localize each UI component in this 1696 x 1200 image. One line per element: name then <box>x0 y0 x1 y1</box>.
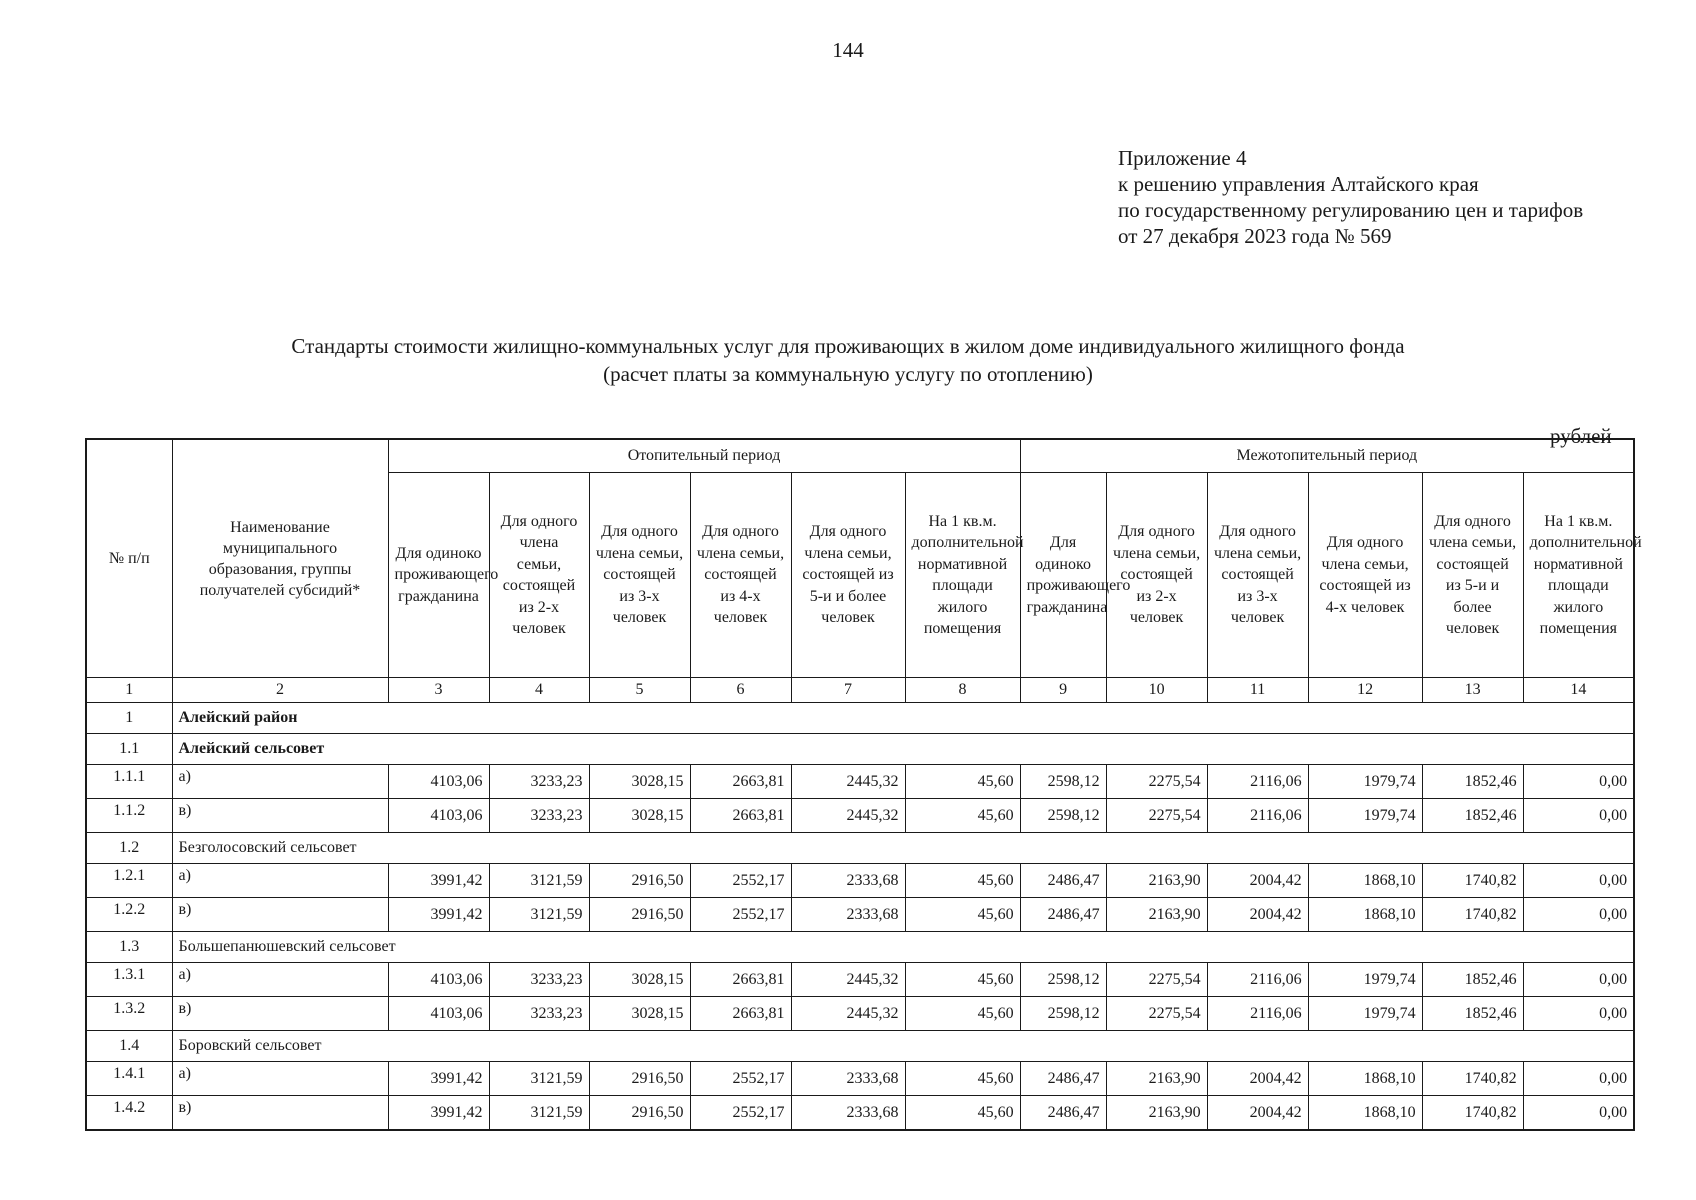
value-cell: 3121,59 <box>489 864 589 898</box>
value-cell: 0,00 <box>1523 1062 1634 1096</box>
value-cell: 2163,90 <box>1106 898 1207 932</box>
col-header: На 1 кв.м. дополнительной нормативной площади жилого помещения <box>1523 473 1634 678</box>
value-cell: 3233,23 <box>489 799 589 833</box>
table-row <box>86 1062 1634 1096</box>
value-cell: 1868,10 <box>1308 1062 1422 1096</box>
col-header: Для одного члена семьи, состоящей из 3-х человек <box>589 473 690 678</box>
value-cell: 1979,74 <box>1308 799 1422 833</box>
value-cell: 2598,12 <box>1020 765 1106 799</box>
value-cell: 1852,46 <box>1422 799 1523 833</box>
table-row <box>86 864 1634 898</box>
value-cell: 2116,06 <box>1207 963 1308 997</box>
value-cell: 2916,50 <box>589 864 690 898</box>
value-cell: 2916,50 <box>589 1062 690 1096</box>
col-number: 7 <box>791 678 905 703</box>
col-number: 11 <box>1207 678 1308 703</box>
value-cell: 3991,42 <box>388 1096 489 1131</box>
value-cell: 1852,46 <box>1422 765 1523 799</box>
value-cell: 2486,47 <box>1020 1062 1106 1096</box>
col-header: На 1 кв.м. дополнительной нормативной площади жилого помещения <box>905 473 1020 678</box>
appendix-line: от 27 декабря 2023 года № 569 <box>1118 224 1392 248</box>
value-cell: 2916,50 <box>589 898 690 932</box>
value-cell: 2163,90 <box>1106 1096 1207 1131</box>
table-body <box>86 703 1634 1131</box>
appendix-block <box>1118 145 1583 249</box>
row-number: 1.1.2 <box>86 799 172 833</box>
group-label: а) <box>172 1062 388 1096</box>
col-header: Для одного члена семьи, состоящей из 5-и и более человек <box>791 473 905 678</box>
table-row <box>86 765 1634 799</box>
subsection-row <box>86 833 1634 864</box>
value-cell: 2275,54 <box>1106 963 1207 997</box>
value-cell: 1979,74 <box>1308 997 1422 1031</box>
value-cell: 0,00 <box>1523 765 1634 799</box>
value-cell: 1740,82 <box>1422 1096 1523 1131</box>
col-number: 14 <box>1523 678 1634 703</box>
value-cell: 2004,42 <box>1207 1062 1308 1096</box>
value-cell: 3121,59 <box>489 898 589 932</box>
value-cell: 1979,74 <box>1308 963 1422 997</box>
value-cell: 1868,10 <box>1308 864 1422 898</box>
col-header: Для одного члена семьи, состоящей из 3-х человек <box>1207 473 1308 678</box>
value-cell: 2598,12 <box>1020 799 1106 833</box>
col-header: Для одиноко проживающего гражданина <box>1020 473 1106 678</box>
col-number: 10 <box>1106 678 1207 703</box>
col-number: 6 <box>690 678 791 703</box>
section-row <box>86 703 1634 734</box>
column-number-row <box>86 678 1634 703</box>
value-cell: 0,00 <box>1523 997 1634 1031</box>
council-name: Боровский сельсовет <box>172 1031 1634 1062</box>
row-number: 1 <box>86 703 172 734</box>
row-number: 1.3.2 <box>86 997 172 1031</box>
value-cell: 3991,42 <box>388 864 489 898</box>
col-header: Для одного члена семьи, состоящей из 5-и и более человек <box>1422 473 1523 678</box>
council-name: Алейский сельсовет <box>172 734 1634 765</box>
value-cell: 2004,42 <box>1207 898 1308 932</box>
value-cell: 2552,17 <box>690 898 791 932</box>
value-cell: 45,60 <box>905 765 1020 799</box>
table-row <box>86 963 1634 997</box>
value-cell: 1979,74 <box>1308 765 1422 799</box>
row-number: 1.2.1 <box>86 864 172 898</box>
appendix-line: к решению управления Алтайского края <box>1118 172 1479 196</box>
value-cell: 2004,42 <box>1207 1096 1308 1131</box>
value-cell: 2663,81 <box>690 765 791 799</box>
value-cell: 2445,32 <box>791 997 905 1031</box>
table-head <box>86 439 1642 703</box>
value-cell: 2275,54 <box>1106 799 1207 833</box>
row-number: 1.2 <box>86 833 172 864</box>
table-row <box>86 997 1634 1031</box>
group-header-nonheating: Межотопительный период <box>1020 439 1634 473</box>
row-number: 1.2.2 <box>86 898 172 932</box>
value-cell: 0,00 <box>1523 799 1634 833</box>
value-cell: 2163,90 <box>1106 864 1207 898</box>
table-row <box>86 1096 1634 1131</box>
value-cell: 2275,54 <box>1106 765 1207 799</box>
row-number: 1.4 <box>86 1031 172 1062</box>
col-header: Для одного члена семьи, состоящей из 2-х человек <box>1106 473 1207 678</box>
value-cell: 45,60 <box>905 997 1020 1031</box>
value-cell: 3991,42 <box>388 898 489 932</box>
value-cell: 2486,47 <box>1020 1096 1106 1131</box>
group-label: а) <box>172 765 388 799</box>
group-header-heating: Отопительный период <box>388 439 1020 473</box>
value-cell: 2116,06 <box>1207 799 1308 833</box>
value-cell: 2116,06 <box>1207 765 1308 799</box>
value-cell: 2333,68 <box>791 898 905 932</box>
value-cell: 2116,06 <box>1207 997 1308 1031</box>
row-number: 1.4.1 <box>86 1062 172 1096</box>
col-number: 5 <box>589 678 690 703</box>
value-cell: 2333,68 <box>791 864 905 898</box>
group-label: а) <box>172 864 388 898</box>
value-cell: 4103,06 <box>388 799 489 833</box>
col-header: Для одного члена семьи, состоящей из 4-х человек <box>690 473 791 678</box>
value-cell: 0,00 <box>1523 898 1634 932</box>
value-cell: 3233,23 <box>489 765 589 799</box>
value-cell: 2333,68 <box>791 1062 905 1096</box>
value-cell: 45,60 <box>905 1062 1020 1096</box>
title-line-1: Стандарты стоимости жилищно-коммунальных услуг для проживающих в жилом доме индивидуального жилищного фонда <box>291 334 1405 358</box>
value-cell: 2552,17 <box>690 1096 791 1131</box>
table-row <box>86 799 1634 833</box>
value-cell: 1740,82 <box>1422 1062 1523 1096</box>
value-cell: 3233,23 <box>489 997 589 1031</box>
col-header-name: Наименование муниципального образования, группы получателей субсидий* <box>172 439 388 678</box>
value-cell: 2598,12 <box>1020 997 1106 1031</box>
value-cell: 2004,42 <box>1207 864 1308 898</box>
value-cell: 45,60 <box>905 799 1020 833</box>
page-number: 144 <box>832 38 864 62</box>
value-cell: 1868,10 <box>1308 898 1422 932</box>
value-cell: 3121,59 <box>489 1062 589 1096</box>
council-name: Большепанюшевский сельсовет <box>172 932 1634 963</box>
value-cell: 3028,15 <box>589 799 690 833</box>
value-cell: 4103,06 <box>388 963 489 997</box>
tariff-table <box>85 438 1642 1131</box>
value-cell: 2486,47 <box>1020 898 1106 932</box>
row-number: 1.4.2 <box>86 1096 172 1131</box>
subsection-row <box>86 734 1634 765</box>
row-number: 1.3.1 <box>86 963 172 997</box>
value-cell: 2275,54 <box>1106 997 1207 1031</box>
row-number: 1.3 <box>86 932 172 963</box>
value-cell: 1740,82 <box>1422 898 1523 932</box>
col-number: 4 <box>489 678 589 703</box>
col-number: 8 <box>905 678 1020 703</box>
col-header: Для одиноко проживающего гражданина <box>388 473 489 678</box>
group-label: в) <box>172 997 388 1031</box>
value-cell: 2916,50 <box>589 1096 690 1131</box>
value-cell: 2333,68 <box>791 1096 905 1131</box>
value-cell: 4103,06 <box>388 997 489 1031</box>
value-cell: 2445,32 <box>791 765 905 799</box>
col-number: 3 <box>388 678 489 703</box>
value-cell: 1868,10 <box>1308 1096 1422 1131</box>
district-name: Алейский район <box>172 703 1634 734</box>
group-label: в) <box>172 898 388 932</box>
value-cell: 3028,15 <box>589 963 690 997</box>
council-name: Безголосовский сельсовет <box>172 833 1634 864</box>
value-cell: 2663,81 <box>690 963 791 997</box>
group-label: в) <box>172 799 388 833</box>
value-cell: 2552,17 <box>690 1062 791 1096</box>
col-number: 1 <box>86 678 172 703</box>
col-number: 12 <box>1308 678 1422 703</box>
value-cell: 0,00 <box>1523 963 1634 997</box>
value-cell: 3991,42 <box>388 1062 489 1096</box>
value-cell: 45,60 <box>905 963 1020 997</box>
subsection-row <box>86 1031 1634 1062</box>
col-number: 13 <box>1422 678 1523 703</box>
value-cell: 3233,23 <box>489 963 589 997</box>
units-label: рублей <box>1550 424 1612 448</box>
col-header: Для одного члена семьи, состоящей из 2-х человек <box>489 473 589 678</box>
row-number: 1.1.1 <box>86 765 172 799</box>
value-cell: 0,00 <box>1523 1096 1634 1131</box>
col-header-num: № п/п <box>86 439 172 678</box>
table-row <box>86 898 1634 932</box>
appendix-line: Приложение 4 <box>1118 146 1247 170</box>
value-cell: 4103,06 <box>388 765 489 799</box>
value-cell: 1740,82 <box>1422 864 1523 898</box>
title-line-2: (расчет платы за коммунальную услугу по отоплению) <box>603 362 1093 386</box>
col-number: 2 <box>172 678 388 703</box>
value-cell: 45,60 <box>905 898 1020 932</box>
value-cell: 2445,32 <box>791 963 905 997</box>
value-cell: 2663,81 <box>690 997 791 1031</box>
row-number: 1.1 <box>86 734 172 765</box>
value-cell: 2445,32 <box>791 799 905 833</box>
value-cell: 2598,12 <box>1020 963 1106 997</box>
subsection-row <box>86 932 1634 963</box>
value-cell: 0,00 <box>1523 864 1634 898</box>
document-title <box>0 332 1696 388</box>
appendix-line: по государственному регулированию цен и тарифов <box>1118 198 1584 222</box>
value-cell: 2163,90 <box>1106 1062 1207 1096</box>
value-cell: 45,60 <box>905 864 1020 898</box>
value-cell: 2486,47 <box>1020 864 1106 898</box>
value-cell: 3028,15 <box>589 997 690 1031</box>
value-cell: 2552,17 <box>690 864 791 898</box>
value-cell: 3028,15 <box>589 765 690 799</box>
value-cell: 1852,46 <box>1422 963 1523 997</box>
value-cell: 1852,46 <box>1422 997 1523 1031</box>
value-cell: 3121,59 <box>489 1096 589 1131</box>
value-cell: 45,60 <box>905 1096 1020 1131</box>
col-number: 9 <box>1020 678 1106 703</box>
group-label: в) <box>172 1096 388 1131</box>
value-cell: 2663,81 <box>690 799 791 833</box>
col-header: Для одного члена семьи, состоящей из 4-х человек <box>1308 473 1422 678</box>
group-label: а) <box>172 963 388 997</box>
